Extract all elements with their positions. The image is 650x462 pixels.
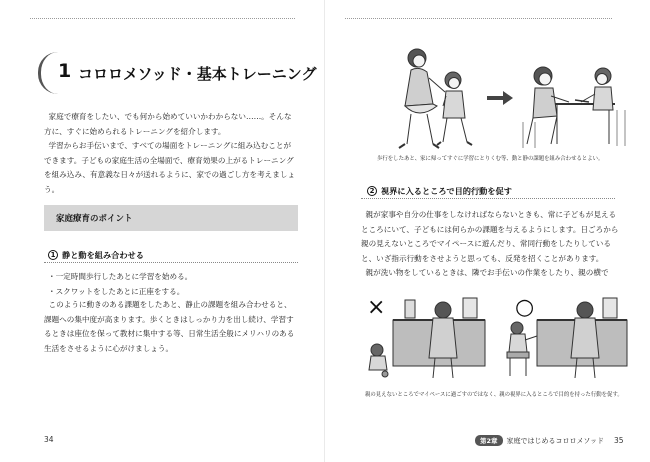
chapter-title: コロロメソッド・基本トレーニング bbox=[78, 65, 317, 83]
section-1-title: 静と動を組み合わせる bbox=[62, 250, 144, 260]
section-1-heading bbox=[48, 250, 144, 261]
top-illustration-caption: 歩行をしたあと、家に帰ってすぐに学習にとりくむ等、動と静の課題を組み合わせるとよい。 bbox=[377, 156, 604, 162]
chapter-badge: 第2章 bbox=[475, 435, 503, 446]
section-1-paragraph: このように動きのある課題をしたあと、静止の課題を組み合わせると、課題への集中度が高まります。歩くときはしっかり力を出し続け、学習するときは座位を保って教材に集中する等、日常生活全般にメリハリのある生活をさせるように心がけましょう。 bbox=[44, 300, 295, 353]
top-dotted-rule bbox=[345, 18, 612, 19]
section-2-rule bbox=[361, 198, 615, 199]
section-1-body bbox=[44, 298, 298, 356]
top-dotted-rule bbox=[30, 18, 295, 19]
intro-text bbox=[44, 110, 298, 197]
section-number-circle: 2 bbox=[367, 186, 377, 196]
section-number-circle: 1 bbox=[48, 250, 58, 260]
footer-chapter-title: 家庭ではじめるコロロメソッド bbox=[506, 437, 604, 445]
section-1-bullets bbox=[44, 270, 298, 299]
section-2-paragraph: 親が洗い物をしているときは、隣でお手伝いの作業をしたり、親の横で bbox=[365, 268, 609, 277]
section-2-body bbox=[361, 208, 619, 281]
kitchen-scenes-illustration bbox=[365, 290, 631, 386]
intro-paragraph: 家庭で療育をしたい、でも何から始めていいかわからない……。そんな方に、すぐに始められるトレーニングを紹介します。 bbox=[44, 112, 292, 136]
page-number-right: 35 bbox=[613, 436, 624, 445]
walking-then-studying-illustration bbox=[375, 44, 627, 156]
chapter-heading bbox=[38, 52, 317, 94]
comparison-illustration bbox=[365, 290, 631, 386]
chapter-bracket-decoration bbox=[38, 52, 58, 94]
good-symbol: ○ bbox=[515, 295, 535, 320]
bottom-illustration-caption: 親の見えないところでマイペースに過ごすのではなく、親の視界に入るところで目的を持った行動を促す。 bbox=[365, 392, 623, 398]
section-1-rule bbox=[44, 262, 298, 263]
page-footer bbox=[475, 435, 624, 447]
intro-paragraph: 学習からお手伝いまで、すべての場面をトレーニングに組み込むことができます。子どもの家庭生活の全場面で、療育効果の上がるトレーニングを組み込み、有意義な日々が送れるように、家での過ごし方を考えましょう。 bbox=[44, 141, 296, 194]
bullet-item: ・一定時間歩行したあとに学習を始める。 bbox=[48, 272, 193, 281]
point-box bbox=[44, 205, 298, 231]
page-number-left: 34 bbox=[44, 435, 54, 444]
bad-symbol: × bbox=[367, 295, 386, 320]
right-page bbox=[325, 0, 650, 462]
section-2-title: 視界に入るところで目的行動を促す bbox=[381, 186, 512, 196]
bullet-item: ・スクワットをしたあとに正座をする。 bbox=[48, 286, 185, 296]
section-2-paragraph: 親が家事や自分の仕事をしなければならないときも、常に子どもが見えるところにいて、子どもには何らかの課題を与えるようにします。日ごろから親の見えないところでマイペースに遊んだり、常同行動をしたりしていると、いざ指示行動をさせようと思っても、反発を招くことがあります。 bbox=[361, 210, 619, 263]
section-2-heading bbox=[367, 186, 512, 197]
point-box-label: 家庭療育のポイント bbox=[56, 214, 133, 224]
chapter-number: 1 bbox=[58, 60, 72, 82]
